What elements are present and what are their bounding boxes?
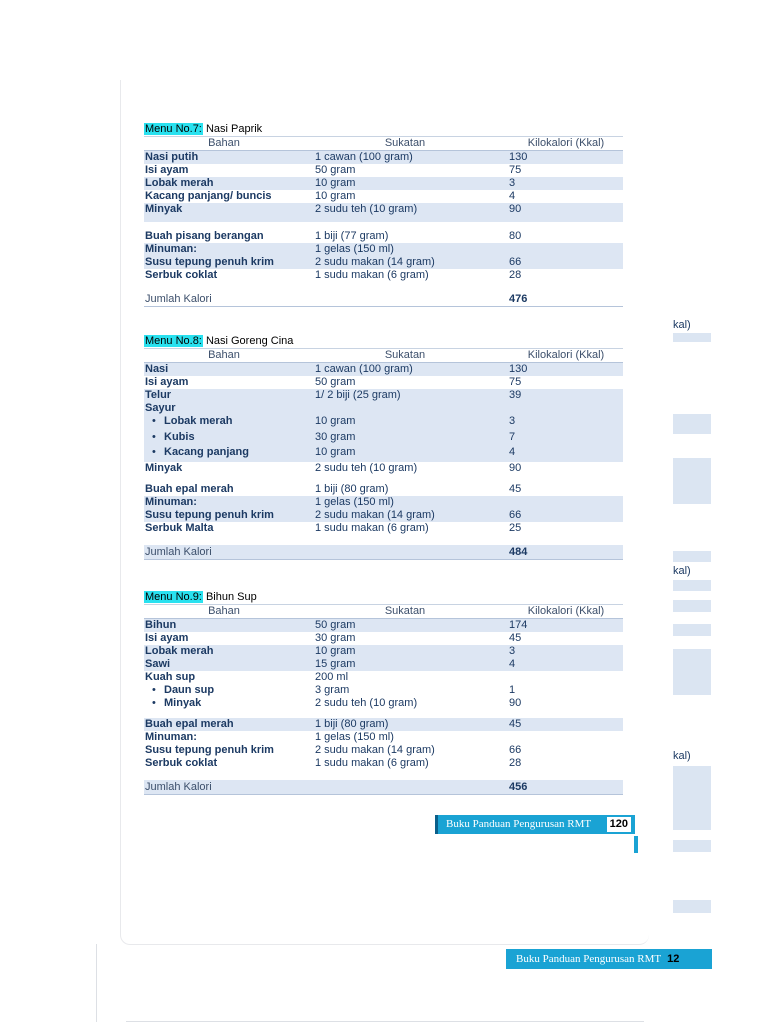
table-row <box>144 203 623 222</box>
ingredient-name: Buah epal merah <box>145 718 234 730</box>
bg-label: kal) <box>673 750 691 762</box>
ingredient-quantity: 1 biji (77 gram) <box>315 230 389 242</box>
ingredient-quantity: 10 gram <box>315 190 356 202</box>
total-label: Jumlah Kalori <box>145 293 212 305</box>
footer-tab <box>634 836 638 853</box>
table-row <box>144 522 623 535</box>
bg-label: kal) <box>673 319 691 331</box>
ingredient-name: Minyak <box>145 462 183 474</box>
ingredient-kcal: 28 <box>509 757 522 769</box>
ingredient-name: Lobak merah <box>145 177 214 189</box>
ingredient-quantity: 10 gram <box>315 415 356 427</box>
table-row <box>144 164 623 177</box>
ingredient-quantity: 1 biji (80 gram) <box>315 718 389 730</box>
table-row <box>144 462 623 475</box>
column-header-sukatan: Sukatan <box>384 605 426 617</box>
ingredient-name: Serbuk coklat <box>145 269 218 281</box>
ingredient-kcal: 3 <box>509 415 516 427</box>
total-kcal: 484 <box>509 546 528 558</box>
menu-title <box>144 122 623 136</box>
ingredient-quantity: 1/ 2 biji (25 gram) <box>315 389 401 401</box>
ingredient-quantity: 1 cawan (100 gram) <box>315 151 413 163</box>
ingredient-kcal: 39 <box>509 389 522 401</box>
column-header-kalori: Kilokalori (Kkal) <box>527 605 605 617</box>
total-label: Jumlah Kalori <box>145 781 212 793</box>
ingredient-name: Nasi putih <box>145 151 199 163</box>
menu-title <box>144 334 623 348</box>
ingredient-quantity: 1 gelas (150 ml) <box>315 243 394 255</box>
ingredient-quantity: 2 sudu makan (14 gram) <box>315 744 435 756</box>
total-label: Jumlah Kalori <box>145 546 212 558</box>
ingredient-name: Kuah sup <box>145 671 196 683</box>
ingredient-name: Minyak <box>145 203 183 215</box>
menu-name: Nasi Goreng Cina <box>205 335 294 347</box>
ingredient-name: Susu tepung penuh krim <box>145 509 274 521</box>
menu-number-highlight: Menu No.7: <box>145 123 202 135</box>
ingredient-quantity: 10 gram <box>315 446 356 458</box>
table-row <box>144 230 623 243</box>
bg-row <box>673 840 711 852</box>
ingredient-kcal: 75 <box>509 164 522 176</box>
ingredient-name: Isi ayam <box>145 632 189 644</box>
total-kcal: 476 <box>509 293 528 305</box>
ingredient-name: • Kubis <box>164 431 195 444</box>
menu-table-9 <box>144 590 623 795</box>
ingredient-kcal: 4 <box>509 190 516 202</box>
table-row <box>144 658 623 671</box>
ingredient-name: • Lobak merah <box>164 415 232 428</box>
ingredient-kcal: 174 <box>509 619 528 631</box>
ingredient-name: Serbuk Malta <box>145 522 214 534</box>
ingredient-kcal: 45 <box>509 483 522 495</box>
ingredient-kcal: 66 <box>509 744 522 756</box>
ingredient-kcal: 90 <box>509 462 522 474</box>
ingredient-quantity: 30 gram <box>315 431 356 443</box>
ingredient-name: Buah pisang berangan <box>145 230 264 242</box>
table-header <box>144 604 623 619</box>
bg-row <box>673 624 711 636</box>
ingredient-quantity: 50 gram <box>315 619 356 631</box>
ingredient-quantity: 1 cawan (100 gram) <box>315 363 413 375</box>
ingredient-kcal: 3 <box>509 645 516 657</box>
ingredient-quantity: 2 sudu teh (10 gram) <box>315 462 418 474</box>
table-row <box>144 177 623 190</box>
ingredient-kcal: 130 <box>509 363 528 375</box>
bg-label: kal) <box>673 565 691 577</box>
bg-row <box>673 580 711 591</box>
table-row <box>144 363 623 376</box>
ingredient-name: Lobak merah <box>145 645 214 657</box>
ingredient-quantity: 2 sudu makan (14 gram) <box>315 509 435 521</box>
row-spacer <box>144 535 623 545</box>
table-row <box>144 509 623 522</box>
menu-number-highlight: Menu No.8: <box>145 335 202 347</box>
ingredient-name: Susu tepung penuh krim <box>145 744 274 756</box>
ingredient-quantity: 10 gram <box>315 177 356 189</box>
ingredient-name: • Daun sup <box>164 684 214 697</box>
ingredient-name: Minuman: <box>145 243 197 255</box>
ingredient-kcal: 90 <box>509 697 522 709</box>
table-row <box>144 744 623 757</box>
ingredient-quantity: 1 gelas (150 ml) <box>315 496 394 508</box>
bg-row <box>673 900 711 913</box>
row-spacer <box>144 710 623 718</box>
bg-row <box>673 414 711 434</box>
table-row <box>144 190 623 203</box>
menu-name: Nasi Paprik <box>205 123 263 135</box>
bg-footer-page-number: 12 <box>667 953 680 965</box>
table-row <box>144 376 623 389</box>
ingredient-kcal: 90 <box>509 203 522 215</box>
ingredient-quantity: 1 sudu makan (6 gram) <box>315 269 429 281</box>
bg-divider <box>96 944 97 1022</box>
background-footer-banner <box>506 949 712 969</box>
ingredient-kcal: 4 <box>509 658 516 670</box>
ingredient-kcal: 75 <box>509 376 522 388</box>
ingredient-name: • Kacang panjang <box>164 446 249 459</box>
background-page <box>648 236 711 916</box>
ingredient-name: Bihun <box>145 619 177 631</box>
menu-table-7 <box>144 122 623 307</box>
ingredient-kcal: 66 <box>509 256 522 268</box>
bg-row <box>673 551 711 562</box>
ingredient-quantity: 15 gram <box>315 658 356 670</box>
ingredient-kcal: 66 <box>509 509 522 521</box>
bg-footer-text: Buku Panduan Pengurusan RMT <box>516 953 662 965</box>
ingredient-name: Minuman: <box>145 496 197 508</box>
table-row <box>144 483 623 496</box>
table-header <box>144 136 623 151</box>
row-spacer <box>144 222 623 230</box>
ingredient-quantity: 1 biji (80 gram) <box>315 483 389 495</box>
bg-row <box>673 649 711 695</box>
ingredient-kcal: 45 <box>509 632 522 644</box>
ingredient-quantity: 1 sudu makan (6 gram) <box>315 757 429 769</box>
table-row <box>144 632 623 645</box>
table-row <box>144 269 623 282</box>
column-header-kalori: Kilokalori (Kkal) <box>527 349 605 361</box>
total-row <box>144 780 623 795</box>
row-spacer <box>144 770 623 780</box>
footer-banner <box>435 815 635 834</box>
ingredient-quantity: 1 gelas (150 ml) <box>315 731 394 743</box>
ingredient-name: Buah epal merah <box>145 483 234 495</box>
ingredient-kcal: 45 <box>509 718 522 730</box>
table-row <box>144 402 623 415</box>
table-row <box>144 415 623 431</box>
column-header-sukatan: Sukatan <box>384 349 426 361</box>
total-row <box>144 545 623 560</box>
total-kcal: 456 <box>509 781 528 793</box>
ingredient-kcal: 130 <box>509 151 528 163</box>
column-header-bahan: Bahan <box>208 137 240 149</box>
table-row <box>144 619 623 632</box>
bg-divider <box>126 1021 644 1022</box>
total-row <box>144 292 623 307</box>
ingredient-kcal: 28 <box>509 269 522 281</box>
ingredient-quantity: 30 gram <box>315 632 356 644</box>
ingredient-quantity: 200 ml <box>315 671 349 683</box>
ingredient-quantity: 50 gram <box>315 164 356 176</box>
table-row <box>144 496 623 509</box>
ingredient-name: Sawi <box>145 658 171 670</box>
ingredient-quantity: 2 sudu makan (14 gram) <box>315 256 435 268</box>
ingredient-name: Kacang panjang/ buncis <box>145 190 272 202</box>
menu-title <box>144 590 623 604</box>
bg-row <box>673 600 711 612</box>
table-row <box>144 757 623 770</box>
footer-text: Buku Panduan Pengurusan RMT <box>446 818 592 830</box>
ingredient-kcal: 4 <box>509 446 516 458</box>
row-spacer <box>144 475 623 483</box>
column-header-bahan: Bahan <box>208 349 240 361</box>
column-header-bahan: Bahan <box>208 605 240 617</box>
ingredient-quantity: 50 gram <box>315 376 356 388</box>
table-row <box>144 684 623 697</box>
ingredient-quantity: 2 sudu teh (10 gram) <box>315 697 418 709</box>
table-row <box>144 731 623 744</box>
ingredient-kcal: 25 <box>509 522 522 534</box>
ingredient-quantity: 10 gram <box>315 645 356 657</box>
table-row <box>144 718 623 731</box>
ingredient-kcal: 1 <box>509 684 516 696</box>
table-row <box>144 243 623 256</box>
ingredient-quantity: 3 gram <box>315 684 350 696</box>
ingredient-name: • Minyak <box>164 697 201 710</box>
ingredient-quantity: 1 sudu makan (6 gram) <box>315 522 429 534</box>
ingredient-name: Isi ayam <box>145 164 189 176</box>
ingredient-name: Isi ayam <box>145 376 189 388</box>
ingredient-name: Nasi <box>145 363 169 375</box>
ingredient-name: Minuman: <box>145 731 197 743</box>
menu-table-8 <box>144 334 623 560</box>
table-row <box>144 446 623 462</box>
table-row <box>144 431 623 446</box>
column-header-sukatan: Sukatan <box>384 137 426 149</box>
column-header-kalori: Kilokalori (Kkal) <box>527 137 605 149</box>
ingredient-kcal: 7 <box>509 431 516 443</box>
bg-row <box>673 766 711 830</box>
table-row <box>144 151 623 164</box>
table-row <box>144 697 623 710</box>
table-row <box>144 389 623 402</box>
menu-number-highlight: Menu No.9: <box>145 591 202 603</box>
bg-row <box>673 333 711 342</box>
ingredient-kcal: 80 <box>509 230 522 242</box>
ingredient-name: Sayur <box>145 402 176 414</box>
table-row <box>144 671 623 684</box>
bg-row <box>673 458 711 504</box>
table-header <box>144 348 623 363</box>
row-spacer <box>144 282 623 292</box>
ingredient-quantity: 2 sudu teh (10 gram) <box>315 203 418 215</box>
ingredient-name: Susu tepung penuh krim <box>145 256 274 268</box>
ingredient-name: Serbuk coklat <box>145 757 218 769</box>
menu-name: Bihun Sup <box>205 591 257 603</box>
table-row <box>144 256 623 269</box>
ingredient-kcal: 3 <box>509 177 516 189</box>
footer-page-number: 120 <box>607 817 631 832</box>
ingredient-name: Telur <box>145 389 172 401</box>
table-row <box>144 645 623 658</box>
